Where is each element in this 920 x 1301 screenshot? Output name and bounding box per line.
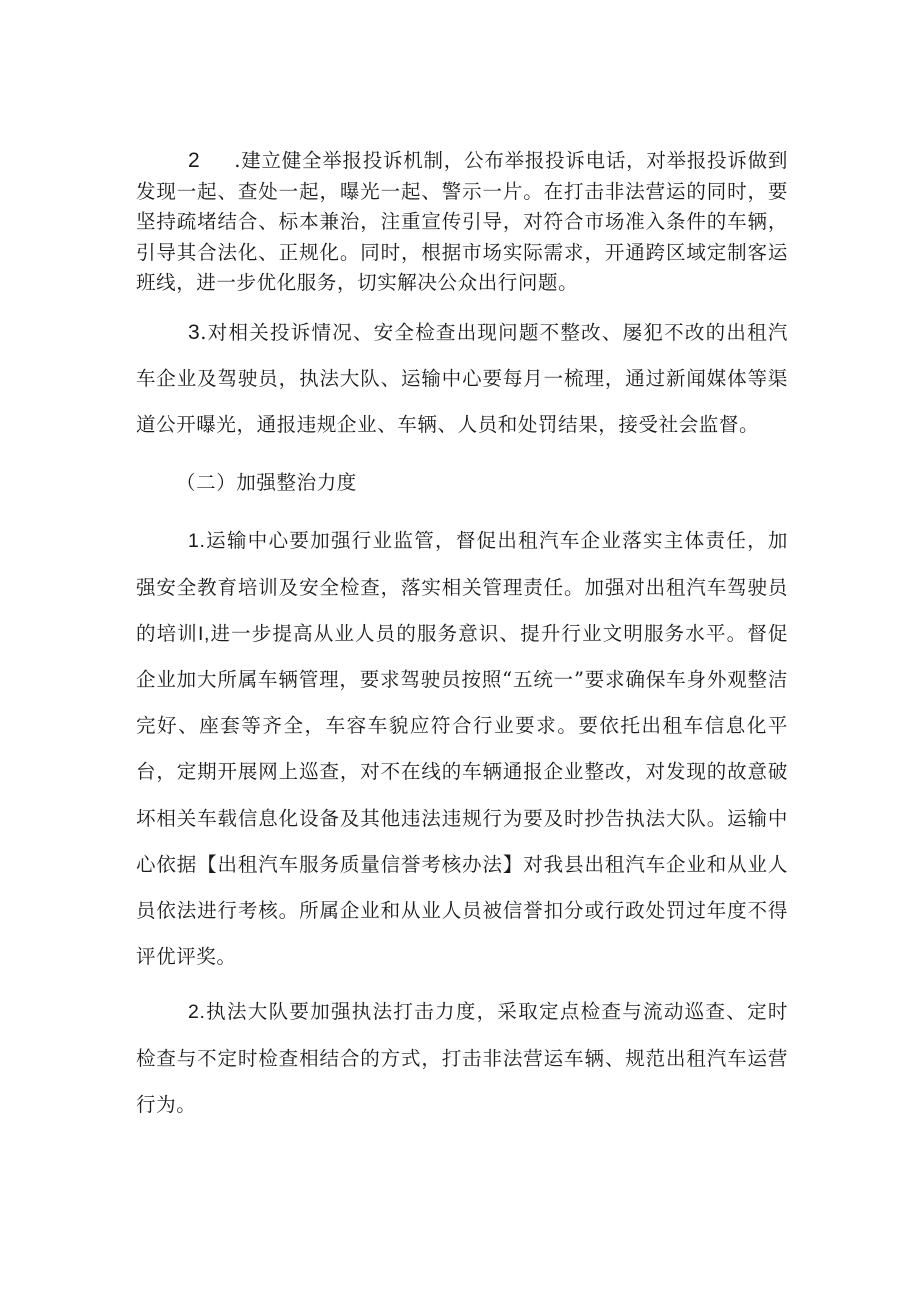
paragraph-sub-1 (136, 518, 788, 980)
sub-text-1b: 进一步提高从业人员的服务意识、提升行业文明服务水平。督促企业加大所属车辆管理，要求驾驶员按照“五统一”要求确保车身外观整洁完好、座套等齐全，车容车貌应符合行业要求。要依托出租车信息化平台，定期开展网上巡查，对不在线的车辆通报企业整改，对发现的故意破坏相关车载信息化设备及其他违法违规行为要及时抄告执法大队。运输中心依据【出租汽车服务质量信誉考核办法】对我县出租汽车企业和从业人员依法进行考核。所属企业和从业人员被信誉扣分或行政处罚过年度不得评优评奖。 (136, 621, 788, 969)
sub-label-2: 2. (188, 1001, 206, 1024)
paragraph-item-3 (136, 310, 788, 449)
section-heading-text: （二）加强整治力度 (176, 471, 357, 495)
item-number-2: 2 (188, 149, 201, 172)
paragraph-sub-2 (136, 989, 788, 1128)
section-heading (136, 460, 788, 506)
item-text-2: .建立健全举报投诉机制，公布举报投诉电话，对举报投诉做到发现一起、查处一起，曝光一起、警示一片。在打击非法营运的同时，要坚持疏堵结合、标本兼治，注重宣传引导，对符合市场准入条件的车辆，引导其合法化、正规化。同时，根据市场实际需求，开通跨区域定制客运班线，进一步优化服务，切实解决公众出行问题。 (136, 149, 788, 294)
sub-mark-1: I, (197, 622, 210, 645)
item-text-3: .对相关投诉情况、安全检查出现问题不整改、屡犯不改的出租汽车企业及驾驶员，执法大队、运输中心要每月一梳理，通过新闻媒体等渠道公开曝光，通报违规企业、车辆、人员和处罚结果，接受社会监督。 (136, 320, 788, 436)
sub-text-2: 执法大队要加强执法打击力度，采取定点检查与流动巡查、定时检查与不定时检查相结合的方式，打击非法营运车辆、规范出租汽车运营行为。 (136, 1000, 788, 1116)
document-body (136, 146, 788, 1128)
sub-label-1: 1. (188, 530, 206, 553)
paragraph-item-2 (136, 146, 788, 299)
item-number-3: 3 (188, 320, 201, 344)
sub-text-1a: 运输中心要加强行业监管，督促出租汽车企业落实主体责任，加强安全教育培训及安全检查，落实相关管理责任。加强对出租汽车驾驶员的培训 (136, 529, 788, 645)
